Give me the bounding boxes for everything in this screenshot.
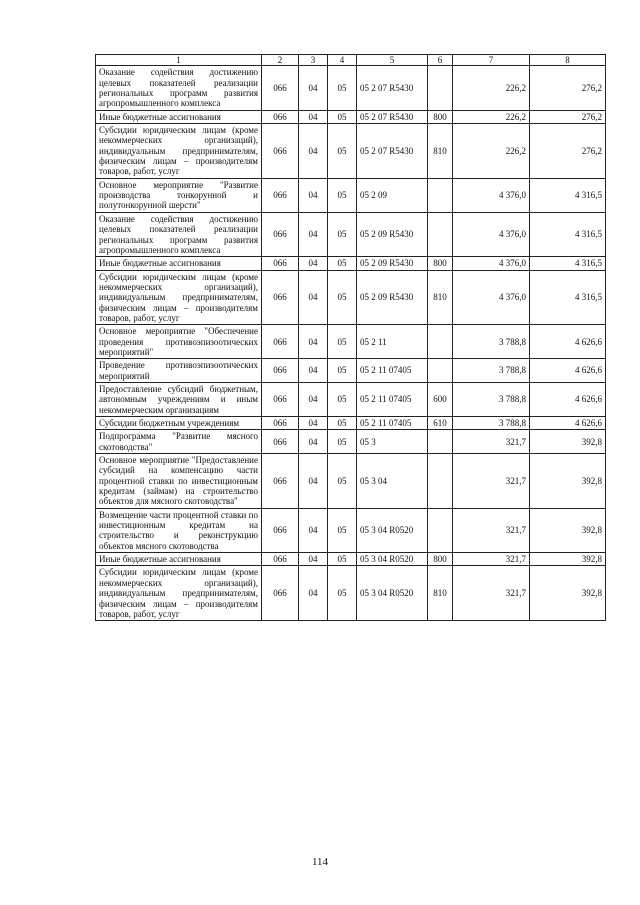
amount-col8-cell: 4 316,5 (530, 257, 606, 270)
section-code-cell: 04 (299, 382, 328, 416)
target-article-cell: 05 2 07 R5430 (357, 124, 428, 179)
expense-type-cell (428, 430, 453, 454)
subsection-code-cell: 05 (328, 417, 357, 430)
amount-col7-cell: 226,2 (453, 66, 530, 110)
expense-type-cell: 610 (428, 417, 453, 430)
amount-col8-cell: 276,2 (530, 66, 606, 110)
table-row (96, 508, 606, 552)
table-row (96, 382, 606, 416)
subsection-code-cell: 05 (328, 359, 357, 383)
table-row (96, 178, 606, 212)
amount-col8-cell: 392,8 (530, 454, 606, 509)
table-row (96, 430, 606, 454)
row-name-cell: Субсидии юридическим лицам (кроме некоммерческих организаций), индивидуальным предпринимателям, физическим лицам – производителям товаров, работ, услуг (96, 566, 262, 621)
target-article-cell: 05 3 04 R0520 (357, 553, 428, 566)
table-row (96, 359, 606, 383)
ministry-code-cell: 066 (262, 178, 299, 212)
amount-col8-cell: 4 626,6 (530, 382, 606, 416)
section-code-cell: 04 (299, 417, 328, 430)
target-article-cell: 05 2 09 R5430 (357, 257, 428, 270)
row-name-cell: Основное мероприятие "Предоставление субсидий на компенсацию части процентной ставки по инвестиционным кредитам (займам) на строительство объектов для мясного скотоводства" (96, 454, 262, 509)
expense-type-cell: 810 (428, 124, 453, 179)
column-header: 4 (328, 55, 357, 66)
ministry-code-cell: 066 (262, 124, 299, 179)
amount-col8-cell: 4 626,6 (530, 359, 606, 383)
expense-type-cell: 800 (428, 553, 453, 566)
subsection-code-cell: 05 (328, 124, 357, 179)
expense-type-cell (428, 454, 453, 509)
section-code-cell: 04 (299, 553, 328, 566)
subsection-code-cell: 05 (328, 257, 357, 270)
table-row (96, 110, 606, 123)
section-code-cell: 04 (299, 430, 328, 454)
table-header-row (96, 55, 606, 66)
amount-col8-cell: 392,8 (530, 430, 606, 454)
row-name-cell: Основное мероприятие "Обеспечение проведения противоэпизоотических мероприятий" (96, 325, 262, 359)
section-code-cell: 04 (299, 257, 328, 270)
column-header: 3 (299, 55, 328, 66)
section-code-cell: 04 (299, 454, 328, 509)
amount-col8-cell: 4 626,6 (530, 325, 606, 359)
target-article-cell: 05 2 11 07405 (357, 359, 428, 383)
amount-col8-cell: 4 316,5 (530, 178, 606, 212)
row-name-cell: Основное мероприятие "Развитие производства тонкорунной и полутонкорунной шерсти" (96, 178, 262, 212)
table-row (96, 270, 606, 325)
expense-type-cell (428, 178, 453, 212)
row-name-cell: Возмещение части процентной ставки по инвестиционным кредитам на строительство и реконструкцию объектов мясного скотоводства (96, 508, 262, 552)
ministry-code-cell: 066 (262, 212, 299, 256)
target-article-cell: 05 2 07 R5430 (357, 110, 428, 123)
subsection-code-cell: 05 (328, 382, 357, 416)
amount-col7-cell: 4 376,0 (453, 270, 530, 325)
column-header: 6 (428, 55, 453, 66)
expense-type-cell: 810 (428, 270, 453, 325)
ministry-code-cell: 066 (262, 359, 299, 383)
ministry-code-cell: 066 (262, 110, 299, 123)
expense-type-cell: 800 (428, 257, 453, 270)
expense-type-cell (428, 508, 453, 552)
target-article-cell: 05 2 09 R5430 (357, 212, 428, 256)
subsection-code-cell: 05 (328, 454, 357, 509)
target-article-cell: 05 2 07 R5430 (357, 66, 428, 110)
table-row (96, 124, 606, 179)
row-name-cell: Субсидии юридическим лицам (кроме некоммерческих организаций), индивидуальным предпринимателям, физическим лицам – производителям товаров, работ, услуг (96, 270, 262, 325)
amount-col7-cell: 3 788,8 (453, 382, 530, 416)
amount-col8-cell: 276,2 (530, 124, 606, 179)
section-code-cell: 04 (299, 66, 328, 110)
table-row (96, 257, 606, 270)
column-header: 2 (262, 55, 299, 66)
expense-type-cell: 810 (428, 566, 453, 621)
target-article-cell: 05 3 04 R0520 (357, 566, 428, 621)
expense-type-cell: 600 (428, 382, 453, 416)
subsection-code-cell: 05 (328, 325, 357, 359)
table-row (96, 212, 606, 256)
subsection-code-cell: 05 (328, 66, 357, 110)
subsection-code-cell: 05 (328, 212, 357, 256)
subsection-code-cell: 05 (328, 430, 357, 454)
section-code-cell: 04 (299, 508, 328, 552)
row-name-cell: Проведение противоэпизоотических мероприятий (96, 359, 262, 383)
row-name-cell: Оказание содействия достижению целевых показателей реализации региональных программ развития агропромышленного комплекса (96, 212, 262, 256)
amount-col8-cell: 4 626,6 (530, 417, 606, 430)
subsection-code-cell: 05 (328, 270, 357, 325)
table-row (96, 66, 606, 110)
table-row (96, 417, 606, 430)
amount-col7-cell: 321,7 (453, 430, 530, 454)
table-row (96, 454, 606, 509)
row-name-cell: Иные бюджетные ассигнования (96, 553, 262, 566)
row-name-cell: Субсидии бюджетным учреждениям (96, 417, 262, 430)
section-code-cell: 04 (299, 270, 328, 325)
row-name-cell: Предоставление субсидий бюджетным, автономным учреждениям и иным некоммерческим организациям (96, 382, 262, 416)
page-number: 114 (311, 856, 329, 868)
table-row (96, 566, 606, 621)
amount-col8-cell: 4 316,5 (530, 212, 606, 256)
ministry-code-cell: 066 (262, 553, 299, 566)
amount-col8-cell: 4 316,5 (530, 270, 606, 325)
expense-type-cell (428, 66, 453, 110)
subsection-code-cell: 05 (328, 553, 357, 566)
section-code-cell: 04 (299, 110, 328, 123)
amount-col7-cell: 226,2 (453, 124, 530, 179)
subsection-code-cell: 05 (328, 566, 357, 621)
target-article-cell: 05 2 11 07405 (357, 382, 428, 416)
expense-type-cell (428, 359, 453, 383)
section-code-cell: 04 (299, 566, 328, 621)
ministry-code-cell: 066 (262, 454, 299, 509)
ministry-code-cell: 066 (262, 257, 299, 270)
expense-type-cell (428, 325, 453, 359)
ministry-code-cell: 066 (262, 417, 299, 430)
table-row (96, 325, 606, 359)
amount-col8-cell: 276,2 (530, 110, 606, 123)
section-code-cell: 04 (299, 359, 328, 383)
amount-col7-cell: 3 788,8 (453, 325, 530, 359)
target-article-cell: 05 2 11 (357, 325, 428, 359)
section-code-cell: 04 (299, 212, 328, 256)
column-header: 8 (530, 55, 606, 66)
column-header: 5 (357, 55, 428, 66)
amount-col8-cell: 392,8 (530, 566, 606, 621)
expense-type-cell (428, 212, 453, 256)
section-code-cell: 04 (299, 124, 328, 179)
column-header: 1 (96, 55, 262, 66)
budget-table (95, 54, 606, 621)
section-code-cell: 04 (299, 178, 328, 212)
row-name-cell: Иные бюджетные ассигнования (96, 257, 262, 270)
amount-col7-cell: 226,2 (453, 110, 530, 123)
ministry-code-cell: 066 (262, 325, 299, 359)
row-name-cell: Подпрограмма "Развитие мясного скотоводства" (96, 430, 262, 454)
target-article-cell: 05 2 09 R5430 (357, 270, 428, 325)
amount-col8-cell: 392,8 (530, 553, 606, 566)
expense-type-cell: 800 (428, 110, 453, 123)
section-code-cell: 04 (299, 325, 328, 359)
target-article-cell: 05 3 04 (357, 454, 428, 509)
amount-col7-cell: 4 376,0 (453, 178, 530, 212)
ministry-code-cell: 066 (262, 270, 299, 325)
ministry-code-cell: 066 (262, 566, 299, 621)
target-article-cell: 05 3 (357, 430, 428, 454)
subsection-code-cell: 05 (328, 508, 357, 552)
row-name-cell: Субсидии юридическим лицам (кроме некоммерческих организаций), индивидуальным предпринимателям, физическим лицам – производителям товаров, работ, услуг (96, 124, 262, 179)
ministry-code-cell: 066 (262, 508, 299, 552)
target-article-cell: 05 2 11 07405 (357, 417, 428, 430)
ministry-code-cell: 066 (262, 66, 299, 110)
amount-col7-cell: 4 376,0 (453, 212, 530, 256)
row-name-cell: Иные бюджетные ассигнования (96, 110, 262, 123)
amount-col8-cell: 392,8 (530, 508, 606, 552)
table-row (96, 553, 606, 566)
subsection-code-cell: 05 (328, 110, 357, 123)
subsection-code-cell: 05 (328, 178, 357, 212)
ministry-code-cell: 066 (262, 430, 299, 454)
amount-col7-cell: 3 788,8 (453, 417, 530, 430)
amount-col7-cell: 321,7 (453, 508, 530, 552)
ministry-code-cell: 066 (262, 382, 299, 416)
row-name-cell: Оказание содействия достижению целевых показателей реализации региональных программ развития агропромышленного комплекса (96, 66, 262, 110)
target-article-cell: 05 2 09 (357, 178, 428, 212)
amount-col7-cell: 3 788,8 (453, 359, 530, 383)
amount-col7-cell: 321,7 (453, 566, 530, 621)
column-header: 7 (453, 55, 530, 66)
amount-col7-cell: 321,7 (453, 454, 530, 509)
amount-col7-cell: 321,7 (453, 553, 530, 566)
amount-col7-cell: 4 376,0 (453, 257, 530, 270)
target-article-cell: 05 3 04 R0520 (357, 508, 428, 552)
